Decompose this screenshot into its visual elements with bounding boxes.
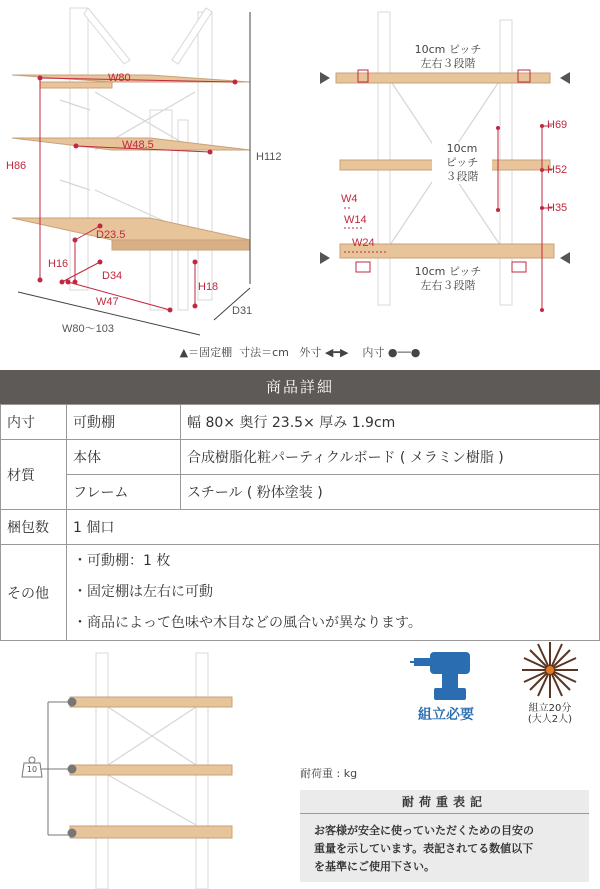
- load-diagram: [0, 645, 300, 889]
- table-row: [1, 440, 600, 475]
- pitch-mid-line3: ３段階: [445, 170, 479, 183]
- dim-d31: D31: [232, 305, 253, 317]
- dim-w80: W80: [108, 72, 131, 84]
- dim-h16: H16: [48, 258, 69, 270]
- table-row: [1, 510, 600, 545]
- load-notice-box: [300, 790, 589, 882]
- frame-label: フレーム: [67, 475, 181, 510]
- dim-w4: W4: [341, 193, 358, 205]
- dim-d34: D34: [102, 270, 123, 282]
- load-weight-label: 耐荷重 : kg: [300, 767, 358, 780]
- body-value: 合成樹脂化粧パーティクルボード ( メラミン樹脂 ): [181, 440, 600, 475]
- inner-value: 幅 80× 奥行 23.5× 厚み 1.9cm: [181, 405, 600, 440]
- dim-h18: H18: [198, 281, 219, 293]
- drill-icon: [410, 642, 482, 702]
- details-title: 商品詳細: [0, 370, 600, 404]
- list-item: ・可動棚：1 枚: [73, 553, 171, 569]
- packages-label: 梱包数: [1, 510, 67, 545]
- legend-outer: 外寸: [299, 346, 322, 359]
- legend-unit: 寸法＝cm: [239, 346, 289, 359]
- legend-fixed-shelf: ▲＝固定棚: [179, 346, 233, 359]
- list-item: ・固定棚は左右に可動: [73, 584, 213, 600]
- front-diagram: [0, 0, 300, 345]
- shelves: [12, 75, 250, 250]
- dim-h52: H52: [547, 164, 568, 176]
- notice-line: 重量を示しています。表記されてる数値以下: [314, 842, 534, 855]
- pitch-mid-line1: 10cm: [446, 142, 478, 155]
- table-row: [1, 405, 600, 440]
- inner-dot-line-icon: ●──●: [387, 346, 421, 359]
- assembly-people: (大人2人): [527, 714, 573, 725]
- dim-h112: H112: [256, 151, 282, 163]
- clock-icon: [520, 640, 580, 700]
- notice-title: 耐荷重表記: [300, 790, 589, 814]
- notice-line: を基準にご使用下さい。: [314, 860, 435, 873]
- inner-label: 内寸: [1, 405, 67, 440]
- pitch-top-line1: 10cm ピッチ: [414, 43, 482, 56]
- material-label: 材質: [1, 440, 67, 510]
- dim-w24: W24: [352, 237, 375, 249]
- dim-h35: H35: [547, 202, 568, 214]
- dim-h86: H86: [6, 160, 27, 172]
- assembly-required-label: 組立必要: [418, 707, 474, 723]
- other-label: その他: [1, 545, 67, 641]
- shelf-weight-value: 10: [26, 765, 38, 774]
- outer-arrow-icon: ◀━▶: [324, 346, 349, 359]
- body-label: 本体: [67, 440, 181, 475]
- dim-d23-5: D23.5: [96, 229, 126, 241]
- notice-line: お客様が安全に使っていただくための目安の: [314, 824, 534, 837]
- assembly-time: 組立20分: [528, 703, 572, 714]
- legend-inner: 内寸: [362, 346, 385, 359]
- dim-w14: W14: [344, 214, 367, 226]
- pitch-mid-line2: ピッチ: [445, 156, 479, 169]
- table-row: [1, 475, 600, 510]
- dim-w80-103: W80〜103: [62, 323, 114, 335]
- frame-uprights: [70, 8, 212, 310]
- packages-value: 1 個口: [67, 510, 600, 545]
- other-list: [73, 546, 593, 639]
- table-row: [1, 545, 600, 641]
- pitch-bot-line2: 左右３段階: [420, 279, 476, 292]
- list-item: ・商品によって色味や木目などの風合いが異なります。: [73, 615, 422, 631]
- dim-w47: W47: [96, 296, 119, 308]
- pitch-bot-line1: 10cm ピッチ: [414, 265, 482, 278]
- dim-w48-5: W48.5: [122, 139, 154, 151]
- spec-table: [0, 404, 600, 641]
- dimension-legend: [0, 344, 600, 360]
- dim-h69: H69: [547, 119, 568, 131]
- frame-value: スチール ( 粉体塗装 ): [181, 475, 600, 510]
- pitch-top-line2: 左右３段階: [420, 57, 476, 70]
- movable-shelf-label: 可動棚: [67, 405, 181, 440]
